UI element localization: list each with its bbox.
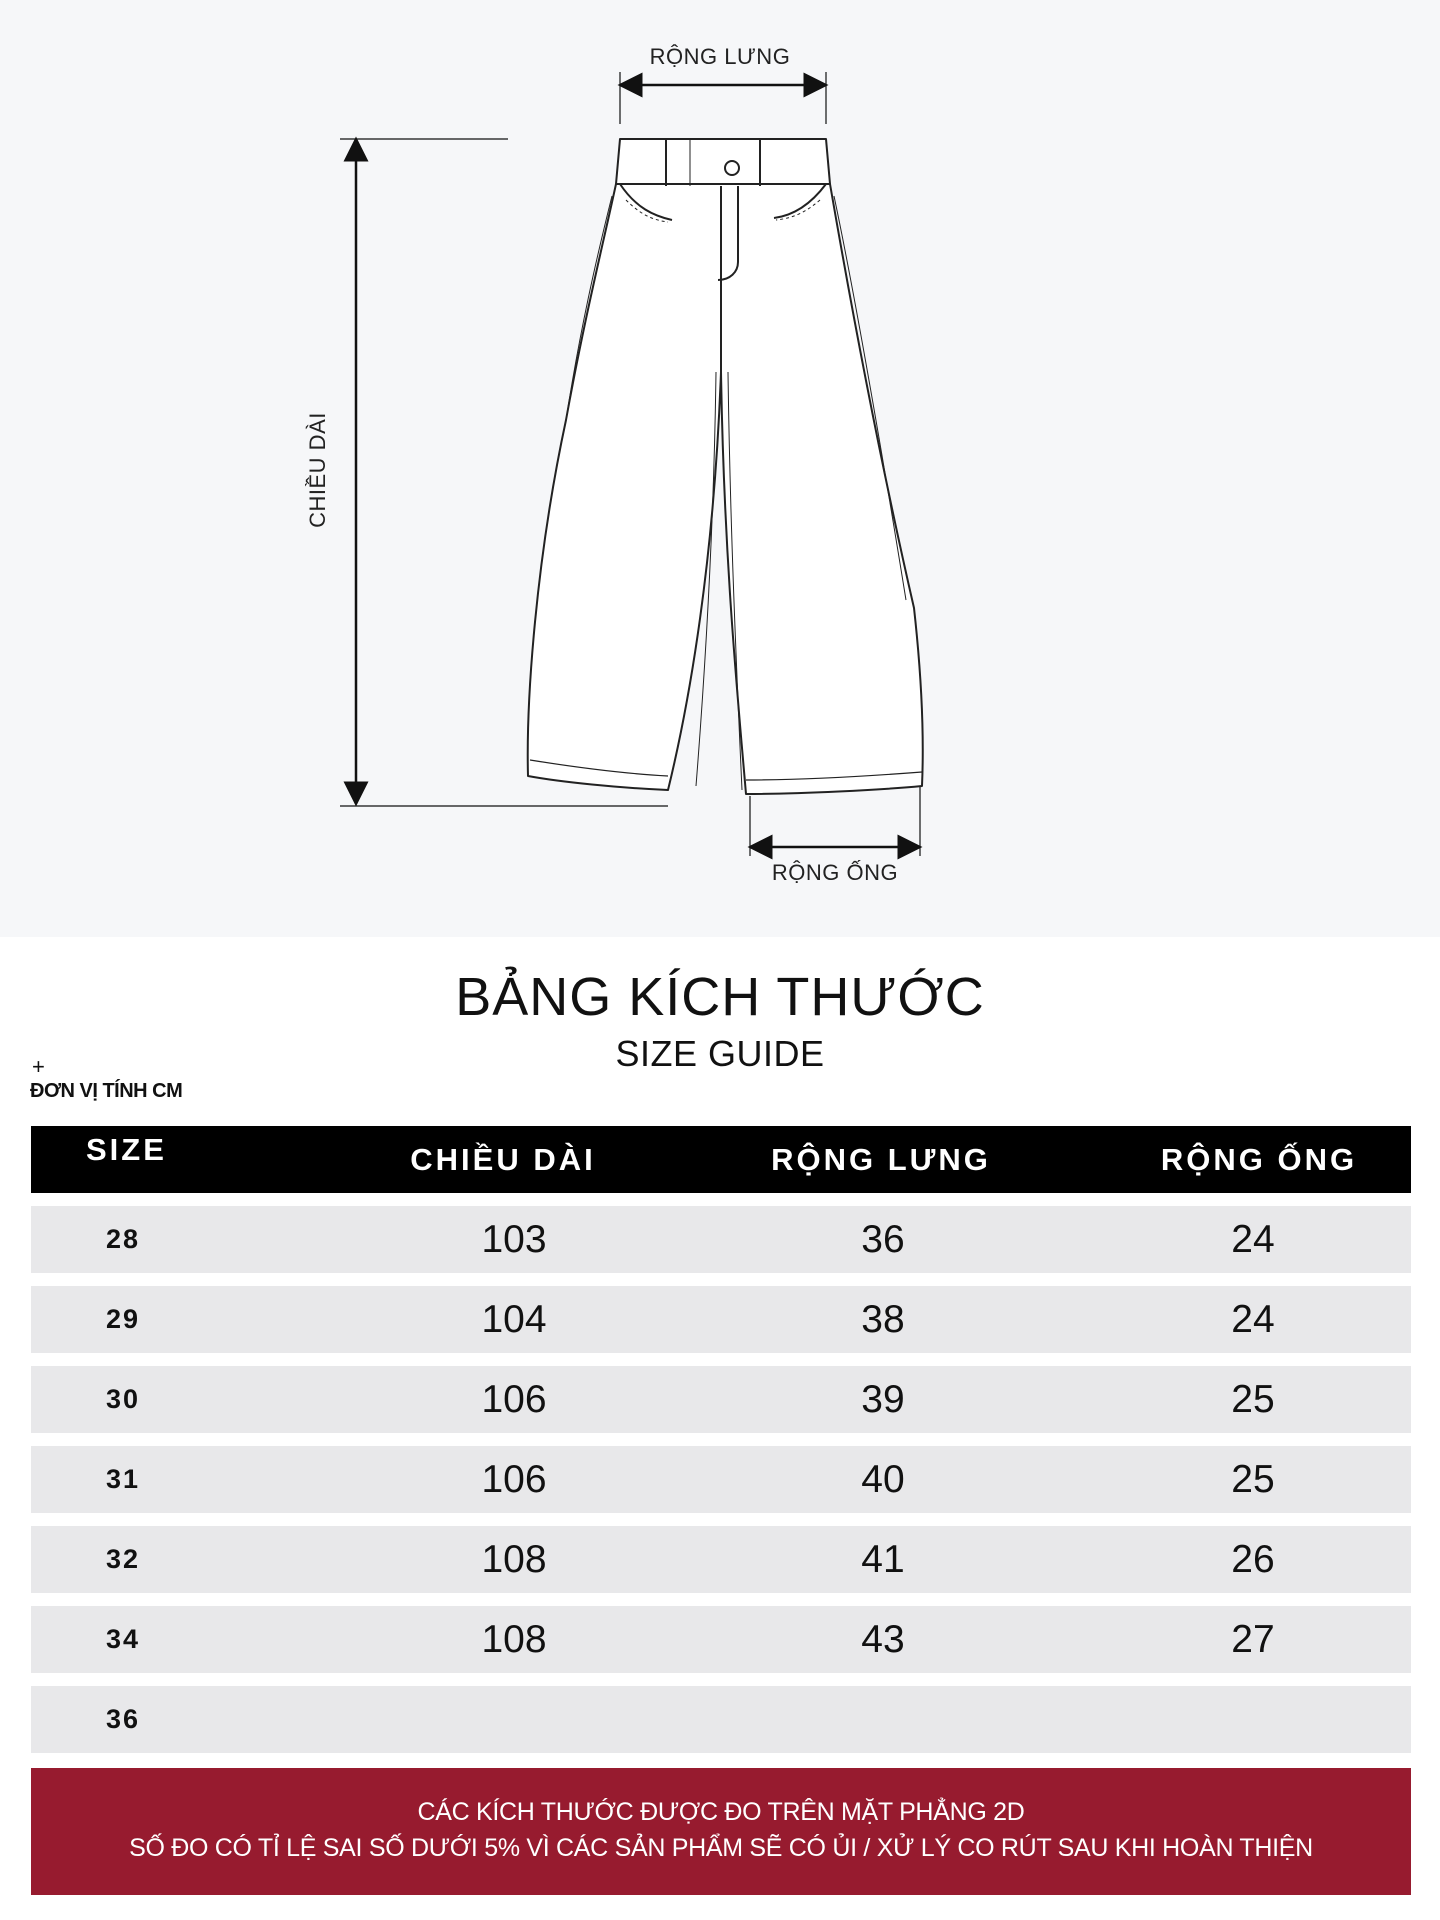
jeans-outline xyxy=(528,139,923,794)
table-row xyxy=(31,1526,1411,1593)
cell-waist: 38 xyxy=(861,1298,905,1341)
cell-waist: 40 xyxy=(861,1458,905,1501)
cell-length: 108 xyxy=(481,1618,547,1661)
measurement-note-banner xyxy=(31,1768,1411,1895)
size-table xyxy=(31,1126,1411,1753)
cell-hem: 24 xyxy=(1231,1218,1275,1261)
plus-icon: + xyxy=(32,1054,45,1079)
cell-hem: 27 xyxy=(1231,1618,1275,1661)
table-row xyxy=(31,1286,1411,1353)
table-row xyxy=(31,1446,1411,1513)
page-title: BẢNG KÍCH THƯỚC xyxy=(455,967,985,1027)
length-label: CHIỀU DÀI xyxy=(305,412,330,528)
cell-size: 32 xyxy=(106,1544,141,1574)
cell-waist: 36 xyxy=(861,1218,905,1261)
unit-note: ĐƠN VỊ TÍNH CM xyxy=(30,1080,183,1102)
table-row xyxy=(31,1686,1411,1753)
cell-hem: 26 xyxy=(1231,1538,1275,1581)
table-row xyxy=(31,1366,1411,1433)
cell-waist: 41 xyxy=(861,1538,905,1581)
header-hem: RỘNG ỐNG xyxy=(1160,1142,1358,1177)
cell-length: 104 xyxy=(481,1298,547,1341)
cell-size: 29 xyxy=(106,1304,141,1334)
cell-size: 28 xyxy=(106,1224,141,1254)
cell-hem: 25 xyxy=(1231,1458,1275,1501)
cell-length: 106 xyxy=(481,1378,547,1421)
cell-size: 36 xyxy=(106,1704,141,1734)
cell-length: 106 xyxy=(481,1458,547,1501)
cell-hem: 24 xyxy=(1231,1298,1275,1341)
cell-hem: 25 xyxy=(1231,1378,1275,1421)
note-line-2: SỐ ĐO CÓ TỈ LỆ SAI SỐ DƯỚI 5% VÌ CÁC SẢN PHẨM SẼ CÓ ỦI / XỬ LÝ CO RÚT SAU KHI HOÀN THIỆN xyxy=(129,1834,1313,1862)
table-row xyxy=(31,1206,1411,1273)
cell-size: 30 xyxy=(106,1384,141,1414)
cell-waist: 39 xyxy=(861,1378,905,1421)
table-header xyxy=(31,1126,1411,1193)
cell-size: 31 xyxy=(106,1464,141,1494)
waist-label: RỘNG LƯNG xyxy=(649,44,791,69)
diagram-panel xyxy=(0,0,1440,937)
note-line-1: CÁC KÍCH THƯỚC ĐƯỢC ĐO TRÊN MẶT PHẲNG 2D xyxy=(417,1798,1025,1826)
header-waist: RỘNG LƯNG xyxy=(771,1142,991,1177)
cell-length: 108 xyxy=(481,1538,547,1581)
jeans-diagram xyxy=(0,0,1440,937)
page-subtitle: SIZE GUIDE xyxy=(615,1033,825,1074)
cell-size: 34 xyxy=(106,1624,141,1654)
cell-waist: 43 xyxy=(861,1618,905,1661)
hem-label: RỘNG ỐNG xyxy=(771,860,899,885)
table-row xyxy=(31,1606,1411,1673)
cell-length: 103 xyxy=(481,1218,547,1261)
header-size: SIZE xyxy=(86,1132,167,1167)
header-length: CHIỀU DÀI xyxy=(410,1142,596,1177)
